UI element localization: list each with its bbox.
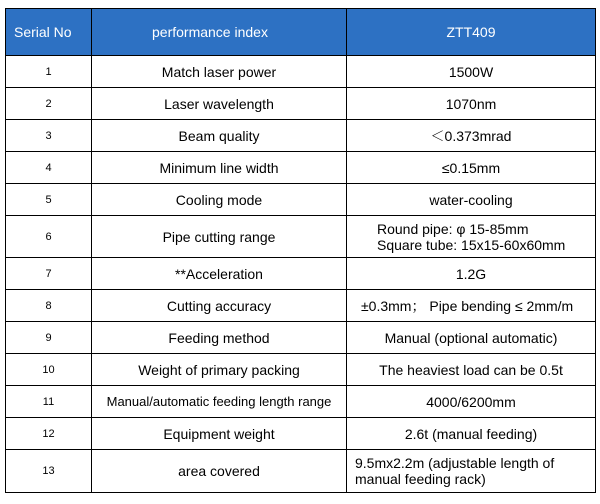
header-model: ZTT409: [347, 9, 596, 56]
serial-cell: 12: [6, 418, 92, 450]
value-cell: ＜0.373mrad: [347, 120, 596, 152]
table-row: [6, 152, 596, 184]
serial-cell: 8: [6, 290, 92, 322]
index-cell: Match laser power: [92, 56, 347, 88]
table-row: [6, 88, 596, 120]
index-cell: Cutting accuracy: [92, 290, 347, 322]
index-cell: Cooling mode: [92, 184, 347, 216]
table-row: [6, 386, 596, 418]
value-line-1: Round pipe: φ 15-85mm: [377, 220, 529, 237]
value-line-2: Square tube: 15x15-60x60mm: [377, 236, 566, 253]
value-cell: ±0.3mm； Pipe bending ≤ 2mm/m: [347, 290, 596, 322]
value-line-2: manual feeding rack): [355, 471, 486, 487]
index-cell: Beam quality: [92, 120, 347, 152]
index-cell: Manual/automatic feeding length range: [92, 386, 347, 418]
serial-cell: 13: [6, 450, 92, 493]
index-cell: area covered: [92, 450, 347, 493]
serial-cell: 2: [6, 88, 92, 120]
spec-table-container: [5, 8, 595, 493]
serial-cell: 6: [6, 216, 92, 258]
value-cell: 1500W: [347, 56, 596, 88]
value-cell: 1070nm: [347, 88, 596, 120]
value-line-1: 9.5mx2.2m (adjustable length of: [355, 455, 555, 471]
serial-cell: 3: [6, 120, 92, 152]
serial-cell: 9: [6, 322, 92, 354]
index-cell: Feeding method: [92, 322, 347, 354]
index-cell: Equipment weight: [92, 418, 347, 450]
index-cell: Minimum line width: [92, 152, 347, 184]
value-cell: 1.2G: [347, 258, 596, 290]
table-header-row: [6, 9, 596, 56]
index-cell: Laser wavelength: [92, 88, 347, 120]
value-cell: The heaviest load can be 0.5t: [347, 354, 596, 386]
value-cell: water-cooling: [347, 184, 596, 216]
serial-cell: 5: [6, 184, 92, 216]
table-row: [6, 322, 596, 354]
table-row: [6, 258, 596, 290]
value-cell: 2.6t (manual feeding): [347, 418, 596, 450]
table-row: [6, 56, 596, 88]
table-row: [6, 290, 596, 322]
serial-cell: 1: [6, 56, 92, 88]
serial-cell: 11: [6, 386, 92, 418]
header-performance-index: performance index: [92, 9, 347, 56]
header-serial-no: Serial No: [6, 9, 92, 56]
index-cell: Pipe cutting range: [92, 216, 347, 258]
serial-cell: 7: [6, 258, 92, 290]
table-row: [6, 418, 596, 450]
value-cell: [347, 450, 596, 493]
value-cell: Manual (optional automatic): [347, 322, 596, 354]
table-row: [6, 120, 596, 152]
value-cell: 4000/6200mm: [347, 386, 596, 418]
specification-table: [5, 8, 596, 493]
table-row: [6, 184, 596, 216]
value-cell: ≤0.15mm: [347, 152, 596, 184]
serial-cell: 4: [6, 152, 92, 184]
table-row: [6, 354, 596, 386]
table-row: [6, 216, 596, 258]
index-cell: Weight of primary packing: [92, 354, 347, 386]
serial-cell: 10: [6, 354, 92, 386]
table-row: [6, 450, 596, 493]
value-cell: [347, 216, 596, 258]
index-cell: **Acceleration: [92, 258, 347, 290]
